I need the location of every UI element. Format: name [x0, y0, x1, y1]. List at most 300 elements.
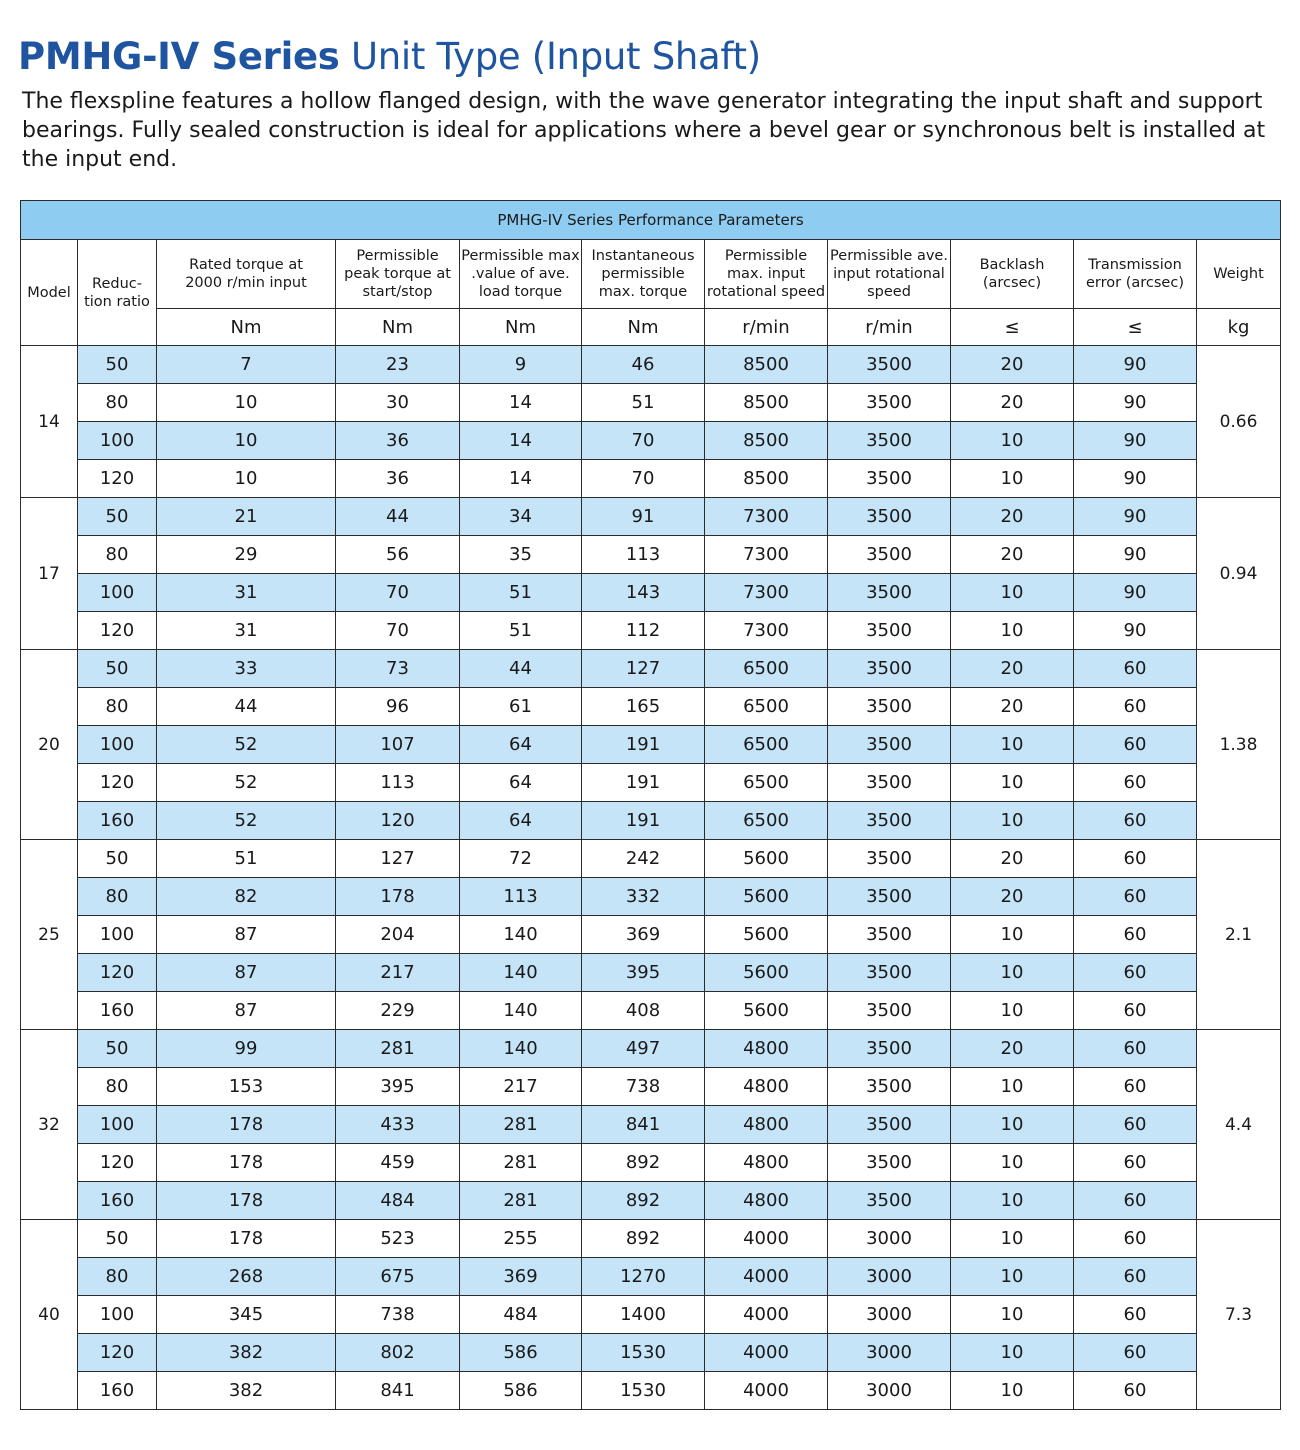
value-cell: 60: [1074, 1068, 1197, 1106]
value-cell: 20: [951, 384, 1074, 422]
value-cell: 60: [1074, 1258, 1197, 1296]
value-cell: 3500: [828, 954, 951, 992]
value-cell: 255: [460, 1220, 582, 1258]
value-cell: 738: [336, 1296, 460, 1334]
ratio-cell: 100: [78, 916, 157, 954]
value-cell: 892: [582, 1182, 705, 1220]
unit-cell: ≤: [951, 309, 1074, 346]
weight-cell: 4.4: [1197, 1030, 1281, 1220]
value-cell: 90: [1074, 498, 1197, 536]
value-cell: 153: [157, 1068, 336, 1106]
weight-cell: 2.1: [1197, 840, 1281, 1030]
value-cell: 433: [336, 1106, 460, 1144]
value-cell: 70: [336, 612, 460, 650]
table-row: [21, 802, 1281, 840]
value-cell: 60: [1074, 726, 1197, 764]
value-cell: 113: [460, 878, 582, 916]
ratio-cell: 160: [78, 1182, 157, 1220]
header-reduction-ratio: [78, 240, 157, 346]
header-col-3: [460, 240, 582, 309]
value-cell: 178: [157, 1182, 336, 1220]
value-cell: 20: [951, 878, 1074, 916]
value-cell: 60: [1074, 1372, 1197, 1410]
value-cell: 6500: [705, 688, 828, 726]
weight-cell: 1.38: [1197, 650, 1281, 840]
unit-cell: Nm: [460, 309, 582, 346]
value-cell: 382: [157, 1334, 336, 1372]
value-cell: 10: [951, 1372, 1074, 1410]
value-cell: 242: [582, 840, 705, 878]
table-row: [21, 1334, 1281, 1372]
model-cell: 32: [21, 1030, 78, 1220]
value-cell: 120: [336, 802, 460, 840]
ratio-cell: 160: [78, 992, 157, 1030]
table-row: [21, 574, 1281, 612]
value-cell: 8500: [705, 422, 828, 460]
value-cell: 5600: [705, 916, 828, 954]
value-cell: 72: [460, 840, 582, 878]
table-row: [21, 954, 1281, 992]
value-cell: 8500: [705, 346, 828, 384]
value-cell: 3500: [828, 802, 951, 840]
value-cell: 1400: [582, 1296, 705, 1334]
value-cell: 34: [460, 498, 582, 536]
header-reduction-line: tion ratio: [84, 293, 150, 310]
ratio-cell: 100: [78, 1296, 157, 1334]
value-cell: 395: [336, 1068, 460, 1106]
value-cell: 36: [336, 422, 460, 460]
header-label-line: 2000 r/min input: [185, 275, 307, 291]
value-cell: 191: [582, 802, 705, 840]
value-cell: 4800: [705, 1068, 828, 1106]
value-cell: 30: [336, 384, 460, 422]
model-cell: 40: [21, 1220, 78, 1410]
ratio-cell: 120: [78, 954, 157, 992]
value-cell: 3500: [828, 460, 951, 498]
weight-cell: 7.3: [1197, 1220, 1281, 1410]
table-row: [21, 1068, 1281, 1106]
value-cell: 5600: [705, 954, 828, 992]
value-cell: 4000: [705, 1334, 828, 1372]
value-cell: 52: [157, 726, 336, 764]
header-label-line: peak torque at: [344, 266, 451, 282]
unit-cell: Nm: [336, 309, 460, 346]
header-label-line: Transmission: [1088, 257, 1182, 273]
value-cell: 61: [460, 688, 582, 726]
ratio-cell: 160: [78, 802, 157, 840]
value-cell: 5600: [705, 992, 828, 1030]
value-cell: 64: [460, 726, 582, 764]
value-cell: 60: [1074, 1334, 1197, 1372]
table-row: [21, 764, 1281, 802]
value-cell: 99: [157, 1030, 336, 1068]
value-cell: 3500: [828, 1030, 951, 1068]
value-cell: 82: [157, 878, 336, 916]
unit-cell: r/min: [828, 309, 951, 346]
value-cell: 3000: [828, 1372, 951, 1410]
header-label-line: Backlash: [979, 257, 1045, 273]
value-cell: 165: [582, 688, 705, 726]
value-cell: 20: [951, 498, 1074, 536]
ratio-cell: 100: [78, 1106, 157, 1144]
ratio-cell: 100: [78, 422, 157, 460]
value-cell: 586: [460, 1372, 582, 1410]
value-cell: 64: [460, 764, 582, 802]
value-cell: 892: [582, 1220, 705, 1258]
value-cell: 7300: [705, 536, 828, 574]
value-cell: 60: [1074, 1106, 1197, 1144]
value-cell: 4800: [705, 1106, 828, 1144]
ratio-cell: 80: [78, 878, 157, 916]
value-cell: 51: [582, 384, 705, 422]
table-row: [21, 1258, 1281, 1296]
value-cell: 46: [582, 346, 705, 384]
table-row: [21, 1296, 1281, 1334]
value-cell: 60: [1074, 1220, 1197, 1258]
ratio-cell: 80: [78, 384, 157, 422]
value-cell: 60: [1074, 992, 1197, 1030]
table-row: [21, 1106, 1281, 1144]
ratio-cell: 50: [78, 650, 157, 688]
value-cell: 20: [951, 650, 1074, 688]
value-cell: 217: [460, 1068, 582, 1106]
ratio-cell: 120: [78, 460, 157, 498]
value-cell: 3500: [828, 498, 951, 536]
value-cell: 20: [951, 1030, 1074, 1068]
value-cell: 4800: [705, 1144, 828, 1182]
value-cell: 332: [582, 878, 705, 916]
value-cell: 484: [336, 1182, 460, 1220]
ratio-cell: 50: [78, 498, 157, 536]
ratio-cell: 50: [78, 840, 157, 878]
value-cell: 127: [336, 840, 460, 878]
model-cell: 14: [21, 346, 78, 498]
value-cell: 10: [951, 1296, 1074, 1334]
table-row: [21, 840, 1281, 878]
table-row: [21, 650, 1281, 688]
value-cell: 6500: [705, 764, 828, 802]
table-row: [21, 992, 1281, 1030]
value-cell: 3000: [828, 1220, 951, 1258]
value-cell: 3500: [828, 1182, 951, 1220]
header-label-line: rotational speed: [706, 284, 826, 300]
value-cell: 1530: [582, 1372, 705, 1410]
value-cell: 369: [460, 1258, 582, 1296]
value-cell: 484: [460, 1296, 582, 1334]
value-cell: 21: [157, 498, 336, 536]
unit-cell: Nm: [582, 309, 705, 346]
value-cell: 7300: [705, 612, 828, 650]
ratio-cell: 120: [78, 612, 157, 650]
value-cell: 281: [460, 1144, 582, 1182]
value-cell: 91: [582, 498, 705, 536]
value-cell: 3500: [828, 840, 951, 878]
ratio-cell: 160: [78, 1372, 157, 1410]
value-cell: 60: [1074, 1030, 1197, 1068]
ratio-cell: 50: [78, 346, 157, 384]
value-cell: 60: [1074, 840, 1197, 878]
header-label-line: max. torque: [598, 284, 688, 300]
value-cell: 204: [336, 916, 460, 954]
value-cell: 5600: [705, 878, 828, 916]
value-cell: 3500: [828, 878, 951, 916]
value-cell: 10: [951, 1258, 1074, 1296]
value-cell: 64: [460, 802, 582, 840]
header-col-8: [1074, 240, 1197, 309]
value-cell: 3500: [828, 346, 951, 384]
value-cell: 90: [1074, 346, 1197, 384]
ratio-cell: 80: [78, 688, 157, 726]
product-description: The flexspline features a hollow flanged design, with the wave generator integrating the input shaft and support bearings. Fully sealed construction is ideal for applications where a bevel gear or synchronous belt is installed at the input end.: [22, 89, 1266, 172]
weight-cell: 0.94: [1197, 498, 1281, 650]
value-cell: 382: [157, 1372, 336, 1410]
value-cell: 738: [582, 1068, 705, 1106]
ratio-cell: 50: [78, 1220, 157, 1258]
value-cell: 4000: [705, 1296, 828, 1334]
value-cell: 14: [460, 422, 582, 460]
value-cell: 60: [1074, 1144, 1197, 1182]
value-cell: 10: [951, 1144, 1074, 1182]
value-cell: 10: [951, 1068, 1074, 1106]
value-cell: 4000: [705, 1258, 828, 1296]
value-cell: 3500: [828, 688, 951, 726]
header-col-1: [157, 240, 336, 309]
value-cell: 44: [460, 650, 582, 688]
unit-cell: r/min: [705, 309, 828, 346]
value-cell: 345: [157, 1296, 336, 1334]
ratio-cell: 80: [78, 536, 157, 574]
value-cell: 4000: [705, 1220, 828, 1258]
table-row: [21, 1220, 1281, 1258]
value-cell: 268: [157, 1258, 336, 1296]
value-cell: 281: [460, 1182, 582, 1220]
value-cell: 10: [951, 1220, 1074, 1258]
value-cell: 7300: [705, 574, 828, 612]
value-cell: 3500: [828, 726, 951, 764]
header-label-line: Rated torque at: [189, 257, 303, 273]
value-cell: 3500: [828, 612, 951, 650]
value-cell: 3500: [828, 992, 951, 1030]
value-cell: 178: [336, 878, 460, 916]
value-cell: 52: [157, 802, 336, 840]
table-row: [21, 384, 1281, 422]
table-row: [21, 536, 1281, 574]
value-cell: 35: [460, 536, 582, 574]
value-cell: 112: [582, 612, 705, 650]
value-cell: 10: [951, 460, 1074, 498]
value-cell: 20: [951, 840, 1074, 878]
value-cell: 3500: [828, 384, 951, 422]
value-cell: 70: [582, 422, 705, 460]
value-cell: 60: [1074, 802, 1197, 840]
value-cell: 29: [157, 536, 336, 574]
value-cell: 113: [336, 764, 460, 802]
value-cell: 10: [157, 384, 336, 422]
value-cell: 31: [157, 612, 336, 650]
header-label-line: error (arcsec): [1086, 275, 1184, 291]
header-label-line: start/stop: [362, 284, 433, 300]
value-cell: 56: [336, 536, 460, 574]
value-cell: 96: [336, 688, 460, 726]
value-cell: 191: [582, 726, 705, 764]
value-cell: 10: [951, 612, 1074, 650]
value-cell: 60: [1074, 764, 1197, 802]
ratio-cell: 120: [78, 764, 157, 802]
unit-cell-weight: kg: [1197, 309, 1281, 346]
value-cell: 408: [582, 992, 705, 1030]
value-cell: 20: [951, 688, 1074, 726]
value-cell: 14: [460, 460, 582, 498]
value-cell: 6500: [705, 726, 828, 764]
value-cell: 10: [157, 422, 336, 460]
ratio-cell: 120: [78, 1334, 157, 1372]
value-cell: 3500: [828, 1106, 951, 1144]
value-cell: 10: [951, 422, 1074, 460]
value-cell: 44: [157, 688, 336, 726]
header-label-line: Permissible max: [461, 248, 580, 264]
value-cell: 90: [1074, 574, 1197, 612]
value-cell: 281: [460, 1106, 582, 1144]
value-cell: 90: [1074, 460, 1197, 498]
value-cell: 10: [951, 954, 1074, 992]
value-cell: 6500: [705, 802, 828, 840]
table-row: [21, 878, 1281, 916]
value-cell: 3000: [828, 1334, 951, 1372]
table-row: [21, 422, 1281, 460]
header-col-4: [582, 240, 705, 309]
value-cell: 586: [460, 1334, 582, 1372]
table-row: [21, 1030, 1281, 1068]
value-cell: 892: [582, 1144, 705, 1182]
value-cell: 841: [582, 1106, 705, 1144]
value-cell: 3500: [828, 916, 951, 954]
header-label-line: input rotational: [833, 266, 945, 282]
value-cell: 281: [336, 1030, 460, 1068]
value-cell: 73: [336, 650, 460, 688]
value-cell: 10: [951, 574, 1074, 612]
header-reduction-line: Reduc-: [92, 275, 142, 292]
ratio-cell: 80: [78, 1068, 157, 1106]
value-cell: 44: [336, 498, 460, 536]
value-cell: 10: [951, 802, 1074, 840]
header-label-line: Permissible: [356, 248, 439, 264]
ratio-cell: 120: [78, 1144, 157, 1182]
table-row: [21, 726, 1281, 764]
value-cell: 7: [157, 346, 336, 384]
value-cell: 178: [157, 1144, 336, 1182]
value-cell: 14: [460, 384, 582, 422]
model-cell: 20: [21, 650, 78, 840]
value-cell: 20: [951, 346, 1074, 384]
header-col-2: [336, 240, 460, 309]
value-cell: 70: [336, 574, 460, 612]
value-cell: 3500: [828, 422, 951, 460]
header-label-line: load torque: [478, 284, 563, 300]
header-weight: Weight: [1197, 240, 1281, 309]
page-title: [18, 30, 761, 84]
header-model: Model: [21, 240, 78, 346]
value-cell: 10: [951, 726, 1074, 764]
value-cell: 20: [951, 536, 1074, 574]
header-label-line: speed: [867, 284, 911, 300]
value-cell: 10: [951, 1182, 1074, 1220]
value-cell: 3500: [828, 764, 951, 802]
value-cell: 178: [157, 1106, 336, 1144]
value-cell: 52: [157, 764, 336, 802]
value-cell: 60: [1074, 688, 1197, 726]
ratio-cell: 80: [78, 1258, 157, 1296]
value-cell: 6500: [705, 650, 828, 688]
header-label-line: max. input: [726, 266, 806, 282]
value-cell: 7300: [705, 498, 828, 536]
header-label-line: (arcsec): [982, 275, 1042, 291]
table-row: [21, 688, 1281, 726]
table-row: [21, 916, 1281, 954]
value-cell: 4800: [705, 1030, 828, 1068]
value-cell: 9: [460, 346, 582, 384]
value-cell: 497: [582, 1030, 705, 1068]
header-row: [21, 240, 1281, 309]
value-cell: 33: [157, 650, 336, 688]
header-col-7: [951, 240, 1074, 309]
value-cell: 87: [157, 954, 336, 992]
value-cell: 87: [157, 992, 336, 1030]
value-cell: 8500: [705, 384, 828, 422]
value-cell: 60: [1074, 954, 1197, 992]
table-row: [21, 460, 1281, 498]
value-cell: 675: [336, 1258, 460, 1296]
value-cell: 87: [157, 916, 336, 954]
header-col-6: [828, 240, 951, 309]
table-row: [21, 1182, 1281, 1220]
table-row: [21, 1372, 1281, 1410]
ratio-cell: 100: [78, 574, 157, 612]
value-cell: 1270: [582, 1258, 705, 1296]
model-cell: 25: [21, 840, 78, 1030]
value-cell: 3500: [828, 650, 951, 688]
table-row: [21, 498, 1281, 536]
value-cell: 51: [460, 612, 582, 650]
value-cell: 8500: [705, 460, 828, 498]
header-label-line: permissible: [601, 266, 685, 282]
value-cell: 4800: [705, 1182, 828, 1220]
value-cell: 140: [460, 992, 582, 1030]
value-cell: 113: [582, 536, 705, 574]
value-cell: 10: [951, 764, 1074, 802]
model-cell: 17: [21, 498, 78, 650]
value-cell: 3000: [828, 1296, 951, 1334]
value-cell: 140: [460, 916, 582, 954]
page-title-series: PMHG-IV Series: [18, 35, 340, 78]
value-cell: 10: [951, 992, 1074, 1030]
value-cell: 369: [582, 916, 705, 954]
value-cell: 143: [582, 574, 705, 612]
value-cell: 3500: [828, 1068, 951, 1106]
value-cell: 70: [582, 460, 705, 498]
value-cell: 90: [1074, 612, 1197, 650]
value-cell: 459: [336, 1144, 460, 1182]
value-cell: 1530: [582, 1334, 705, 1372]
value-cell: 229: [336, 992, 460, 1030]
value-cell: 217: [336, 954, 460, 992]
value-cell: 3500: [828, 536, 951, 574]
value-cell: 10: [157, 460, 336, 498]
header-label-line: Permissible ave.: [830, 248, 948, 264]
value-cell: 10: [951, 1334, 1074, 1372]
value-cell: 127: [582, 650, 705, 688]
value-cell: 51: [460, 574, 582, 612]
table-caption: PMHG-IV Series Performance Parameters: [21, 201, 1281, 240]
